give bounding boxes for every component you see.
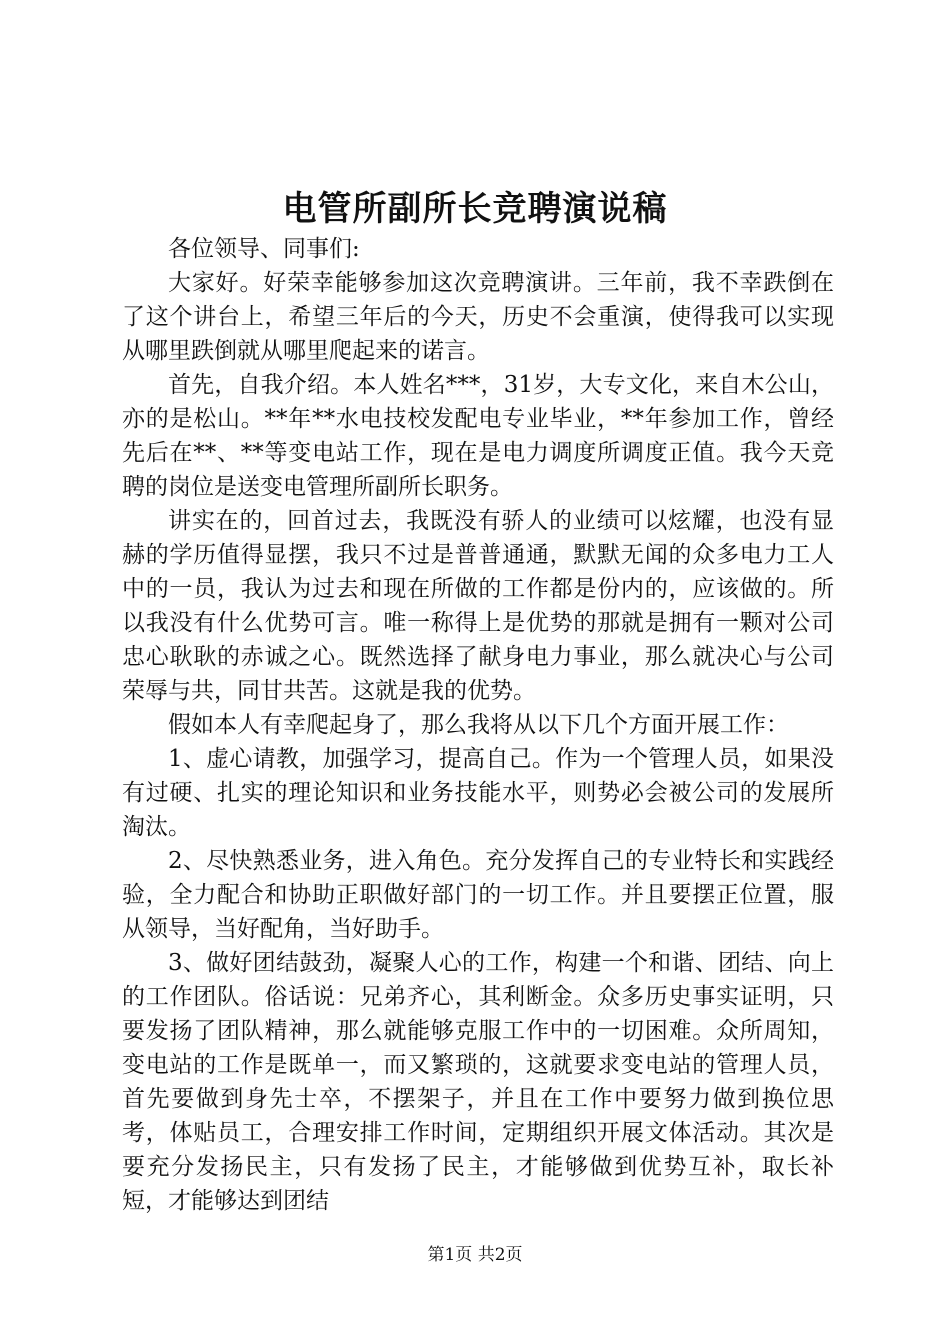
list-item-paragraph: 3、做好团结鼓劲，凝聚人心的工作，构建一个和谐、团结、向上的工作团队。俗话说：兄弟齐心，其利断金。众多历史事实证明，只要发扬了团队精神，那么就能够克服工作中的一切困难。众所周知，变电站的工作是既单一，而又繁琐的，这就要求变电站的管理人员，首先要做到身先士卒，不摆架子，并且在工作中要努力做到换位思考，体贴员工，合理安排工作时间，定期组织开展文体活动。其次是要充分发扬民主，只有发扬了民主，才能够做到优势互补，取长补短，才能够达到团结 [122, 950, 834, 1214]
document-body [122, 232, 834, 1218]
document-title: 电管所副所长竞聘演说稿 [282, 189, 668, 229]
body-paragraph: 讲实在的，回首过去，我既没有骄人的业绩可以炫耀，也没有显赫的学历值得显摆，我只不过是普普通通，默默无闻的众多电力工人中的一员，我认为过去和现在所做的工作都是份内的，应该做的。所以我没有什么优势可言。唯一称得上是优势的那就是拥有一颗对公司忠心耿耿的赤诚之心。既然选择了献身电力事业，那么就决心与公司荣辱与共，同甘共苦。这就是我的优势。 [122, 508, 834, 704]
list-item-paragraph: 2、尽快熟悉业务，进入角色。充分发挥自己的专业特长和实践经验，全力配合和协助正职做好部门的一切工作。并且要摆正位置，服从领导，当好配角，当好助手。 [122, 848, 834, 942]
body-paragraph: 首先，自我介绍。本人姓名***，31岁，大专文化，来自木公山，亦的是松山。**年**水电技校发配电专业毕业，**年参加工作，曾经先后在**、**等变电站工作，现在是电力调度所调度正值。我今天竞聘的岗位是送变电管理所副所长职务。 [122, 372, 834, 500]
body-paragraph: 假如本人有幸爬起身了，那么我将从以下几个方面开展工作： [168, 712, 789, 738]
salutation-paragraph: 各位领导、同事们: [168, 236, 360, 262]
body-paragraph: 大家好。好荣幸能够参加这次竞聘演讲。三年前，我不幸跌倒在了这个讲台上，希望三年后的今天，历史不会重演，使得我可以实现从哪里跌倒就从哪里爬起来的诺言。 [122, 270, 834, 364]
page-footer: 第1页 共2页 [427, 1245, 523, 1265]
list-item-paragraph: 1、虚心请教，加强学习，提高自己。作为一个管理人员，如果没有过硬、扎实的理论知识和业务技能水平，则势必会被公司的发展所淘汰。 [122, 746, 834, 840]
